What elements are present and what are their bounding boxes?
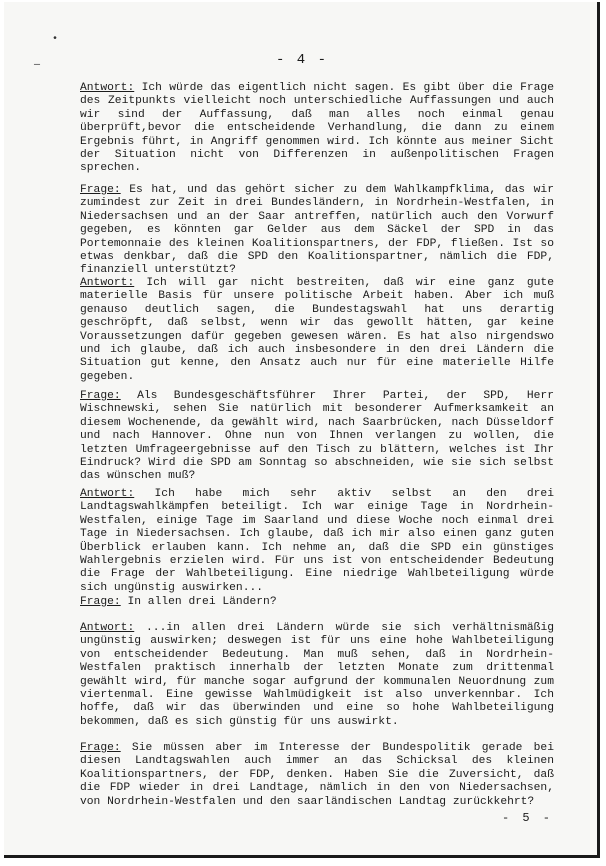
paragraph-text: ...in allen drei Ländern würde sie sich verhältnismäßig ungünstig auswirken; deswegen ist für uns eine hohe Wahlbeteiligung von entscheidender Bedeutung. Man muß sehen, daß in Nordrhein-Westfalen praktisch innerhalb der letzten Monate zum drittenmal gewählt wird, für manche sogar aufgrund der kommunalen Neuordnung zum viertenmal. Eine gewisse Wahlmüdigkeit ist also unverkennbar. Ich hoffe, daß wir das überwinden und eine so hohe Wahlbeteiligung bekommen, daß es sich günstig für uns auswirkt.: [80, 622, 554, 728]
answer-paragraph: [80, 82, 554, 176]
question-paragraph: [80, 184, 554, 278]
paragraph-text: Ich will gar nicht bestreiten, daß wir eine ganz gute materielle Basis für unsere politische Arbeit haben. Aber ich muß genauso deutlich sagen, die Bundestagswahl hat uns derartig geschröpft, daß selbst, wenn wir das gewollt hätten, gar keine Voraussetzungen dafür gegeben gewesen wären. Es hat also nirgendswo und ich glaube, daß ich auch insbesondere in den drei Ländern die Situation gut kenne, den Ansatz auch nur für eine materielle Hilfe gegeben.: [80, 277, 554, 383]
paragraph-text: Als Bundesgeschäftsführer Ihrer Partei, der SPD, Herr Wischnewski, sehen Sie natürlich mit besonderer Aufmerksamkeit an diesem Wochenende, da gewählt wird, nach Saarbrücken, nach Düsseldorf und nach Hannover. Ohne nun von Ihnen verlangen zu wollen, die letzten Umfrageergebnisse auf den Tisch zu blättern, welches ist Ihr Eindruck? Wird die SPD am Sonntag so abschneiden, wie sie sich selbst das wünschen muß?: [80, 390, 554, 483]
question-paragraph: [80, 742, 554, 809]
answer-paragraph: [80, 488, 554, 595]
document-page: [4, 2, 600, 858]
paragraph-text: Ich habe mich sehr aktiv selbst an den drei Landtagswahlkämpfen beteiligt. Ich war einige Tage in Nordrhein-Westfalen, einige Tage im Saarland und diese Woche noch einmal drei Tage in Niedersachsen. Ich glaube, daß ich mir also einen ganz guten Überblick erlauben kann. Ich nehme an, daß die SPD ein günstiges Wahlergebnis erzielen wird. Für uns ist von entscheidender Bedeutung die Frage der Wahlbeteiligung. Eine niedrige Wahlbeteiligung würde sich ungünstig auswirken...: [80, 488, 554, 594]
speaker-label: Frage:: [80, 596, 121, 608]
paragraph-text: Ich würde das eigentlich nicht sagen. Es gibt über die Frage des Zeitpunkts vielleicht noch unterschiedliche Auffassungen und auch wir sind der Auffassung, daß man alles noch einmal genau überprüft,bevor die entscheidende Verhandlung, die dann zu einem Ergebnis führt, in Angriff genommen wird. Ich könnte aus meiner Sicht der Situation nicht von Differenzen in außenpolitischen Fragen sprechen.: [80, 82, 554, 175]
speaker-label: Antwort:: [80, 622, 135, 634]
ink-mark: —: [34, 60, 41, 71]
speaker-label: Antwort:: [80, 277, 135, 289]
speaker-label: Frage:: [80, 742, 121, 754]
next-page-marker: - 5 -: [501, 811, 553, 825]
ink-mark: •: [52, 34, 59, 45]
page-number: - 4 -: [275, 52, 328, 68]
speaker-label: Antwort:: [80, 82, 135, 94]
paragraph-text: Es hat, und das gehört sicher zu dem Wahlkampfklima, das wir zumindest zur Zeit in drei Bundesländern, in Nordrhein-Westfalen, in Niedersachsen und an der Saar antreffen, natürlich auch den Vorwurf gegeben, es könnten gar Gelder aus dem Säckel der SPD in das Portemonnaie des kleinen Koalitionspartners, der FDP, fließen. Ist so etwas denkbar, daß die SPD den Koalitionspartner, nämlich die FDP, finanziell unterstützt?: [80, 184, 554, 277]
answer-paragraph: [80, 622, 554, 729]
paragraph-text: In allen drei Ländern?: [120, 596, 277, 608]
paragraph-text: Sie müssen aber im Interesse der Bundespolitik gerade bei diesen Landtagswahlen auch immer an das Schicksal des kleinen Koalitionspartners, der FDP, denken. Haben Sie die Zuversicht, daß die FDP wieder in drei Landtage, nämlich in den von Niedersachsen, von Nordrhein-Westfalen und den saarländischen Landtag zurückkehrt?: [80, 742, 554, 808]
question-paragraph: [80, 596, 554, 609]
speaker-label: Antwort:: [80, 488, 135, 500]
speaker-label: Frage:: [80, 390, 121, 402]
speaker-label: Frage:: [80, 184, 121, 196]
answer-paragraph: [80, 277, 554, 384]
question-paragraph: [80, 390, 554, 484]
